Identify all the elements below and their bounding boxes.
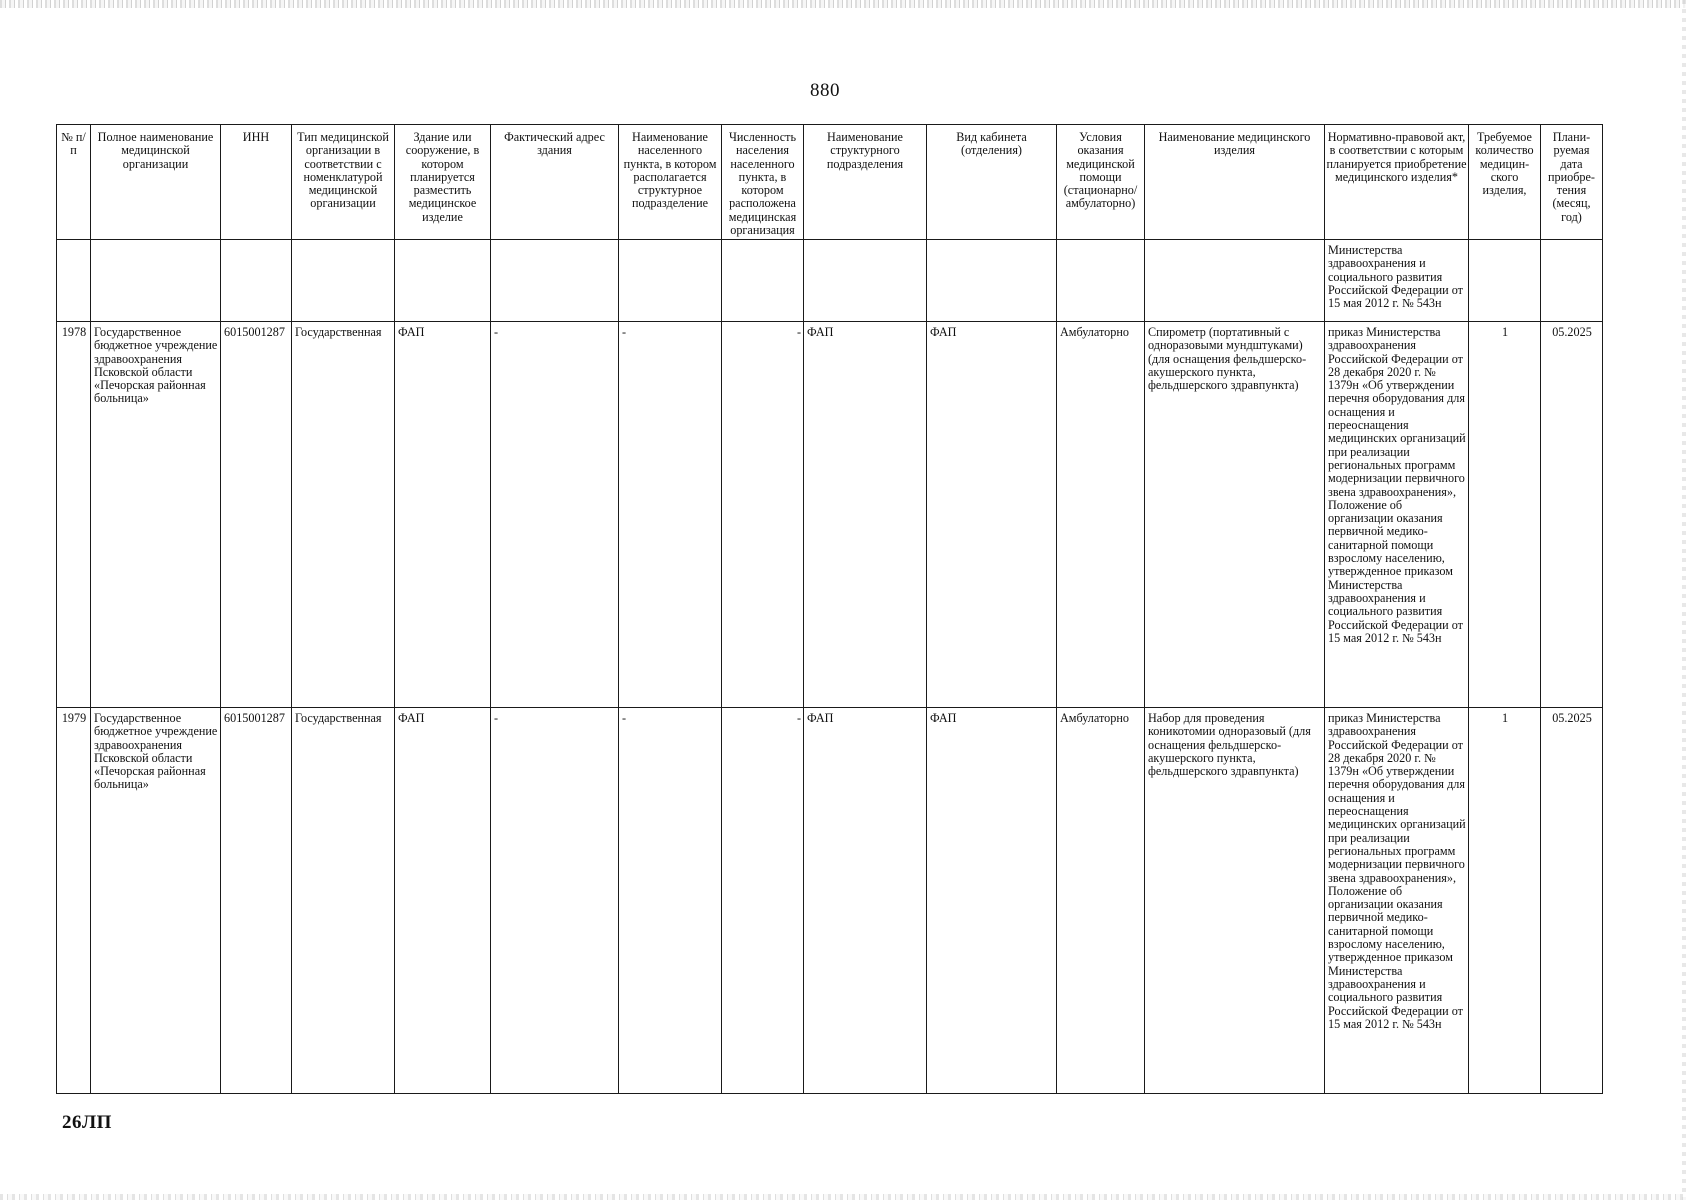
table-cell	[292, 240, 395, 322]
header-cell: ИНН	[221, 125, 292, 240]
table-row	[57, 708, 1603, 1094]
table-cell	[927, 240, 1057, 322]
settlement-cell: -	[619, 708, 722, 1094]
header-cell: Вид кабинета (отделения)	[927, 125, 1057, 240]
population-cell: -	[722, 708, 804, 1094]
inn-cell: 6015001287	[221, 322, 292, 708]
header-cell: Наименование медицинского изделия	[1145, 125, 1325, 240]
table-cell	[395, 240, 491, 322]
scan-edge-bottom	[0, 1194, 1686, 1200]
table-cell	[1469, 240, 1541, 322]
building-cell: ФАП	[395, 322, 491, 708]
header-cell: Наименование населенного пункта, в котором располагается структурное подразделение	[619, 125, 722, 240]
conditions-cell: Амбулаторно	[1057, 322, 1145, 708]
page-number: 880	[810, 80, 840, 101]
quantity-cell: 1	[1469, 708, 1541, 1094]
address-cell: -	[491, 708, 619, 1094]
table-cell	[491, 240, 619, 322]
table-cell	[722, 240, 804, 322]
header-cell: Тип медицинской организации в соответствии с номенклатурой медицинской организации	[292, 125, 395, 240]
row-number-cell: 1979	[57, 708, 91, 1094]
row-number-cell: 1978	[57, 322, 91, 708]
quantity-cell: 1	[1469, 322, 1541, 708]
population-cell: -	[722, 322, 804, 708]
document-code: 26ЛП	[62, 1112, 112, 1133]
scan-edge-right	[1682, 0, 1686, 1200]
org-name-cell: Государственное бюджетное учреждение здравоохранения Псковской области «Печорская районная больница»	[91, 322, 221, 708]
header-cell: Полное наименование медицинской организации	[91, 125, 221, 240]
header-cell: Нормативно-правовой акт, в соответствии с которым планируется приобретение медицинского изделия*	[1325, 125, 1469, 240]
table-cell	[57, 240, 91, 322]
table-cell	[221, 240, 292, 322]
table-row-continuation	[57, 240, 1603, 322]
header-cell: Фактический адрес здания	[491, 125, 619, 240]
org-name-cell: Государственное бюджетное учреждение здравоохранения Псковской области «Печорская районная больница»	[91, 708, 221, 1094]
building-cell: ФАП	[395, 708, 491, 1094]
table-cell	[1145, 240, 1325, 322]
header-cell: Наименование структурного подразделения	[804, 125, 927, 240]
header-cell: Требуемое количество медицин-ского изделия,	[1469, 125, 1541, 240]
subdivision-cell: ФАП	[804, 708, 927, 1094]
header-cell: Здание или сооружение, в котором планируется разместить медицинское изделие	[395, 125, 491, 240]
settlement-cell: -	[619, 322, 722, 708]
date-cell: 05.2025	[1541, 322, 1603, 708]
cabinet-cell: ФАП	[927, 708, 1057, 1094]
table-cell	[1541, 240, 1603, 322]
header-cell: Условия оказания медицинской помощи (стационарно/ амбулаторно)	[1057, 125, 1145, 240]
device-cell: Набор для проведения коникотомии одноразовый (для оснащения фельдшерско-акушерского пункта, фельдшерского здравпункта)	[1145, 708, 1325, 1094]
subdivision-cell: ФАП	[804, 322, 927, 708]
table-header-row	[57, 125, 1603, 240]
device-cell: Спирометр (портативный с одноразовыми мундштуками) (для оснащения фельдшерско-акушерского пункта, фельдшерского здравпункта)	[1145, 322, 1325, 708]
table-cell	[804, 240, 927, 322]
header-cell: Плани-руемая дата приобре-тения (месяц, год)	[1541, 125, 1603, 240]
legal-act-continuation-cell: Министерства здравоохранения и социального развития Российской Федерации от 15 мая 2012 г. № 543н	[1325, 240, 1469, 322]
equipment-registry-table	[56, 124, 1603, 1094]
header-cell: № п/п	[57, 125, 91, 240]
legal-act-cell: приказ Министерства здравоохранения Российской Федерации от 28 декабря 2020 г. № 1379н «Об утверждении перечня оборудования для оснащения и переоснащения медицинских организаций при реализации региональных программ модернизации первичного звена здравоохранения», Положение об организации оказания первичной медико-санитарной помощи взрослому населению, утвержденное приказом Министерства здравоохранения и социального развития Российской Федерации от 15 мая 2012 г. № 543н	[1325, 322, 1469, 708]
date-cell: 05.2025	[1541, 708, 1603, 1094]
address-cell: -	[491, 322, 619, 708]
header-cell: Численность населения населенного пункта, в котором расположена медицинская организация	[722, 125, 804, 240]
inn-cell: 6015001287	[221, 708, 292, 1094]
conditions-cell: Амбулаторно	[1057, 708, 1145, 1094]
cabinet-cell: ФАП	[927, 322, 1057, 708]
table-cell	[619, 240, 722, 322]
scan-edge-top	[0, 0, 1686, 8]
legal-act-cell: приказ Министерства здравоохранения Российской Федерации от 28 декабря 2020 г. № 1379н «Об утверждении перечня оборудования для оснащения и переоснащения медицинских организаций при реализации региональных программ модернизации первичного звена здравоохранения», Положение об организации оказания первичной медико-санитарной помощи взрослому населению, утвержденное приказом Министерства здравоохранения и социального развития Российской Федерации от 15 мая 2012 г. № 543н	[1325, 708, 1469, 1094]
table-cell	[1057, 240, 1145, 322]
org-type-cell: Государственная	[292, 708, 395, 1094]
table-cell	[91, 240, 221, 322]
table-row	[57, 322, 1603, 708]
org-type-cell: Государственная	[292, 322, 395, 708]
